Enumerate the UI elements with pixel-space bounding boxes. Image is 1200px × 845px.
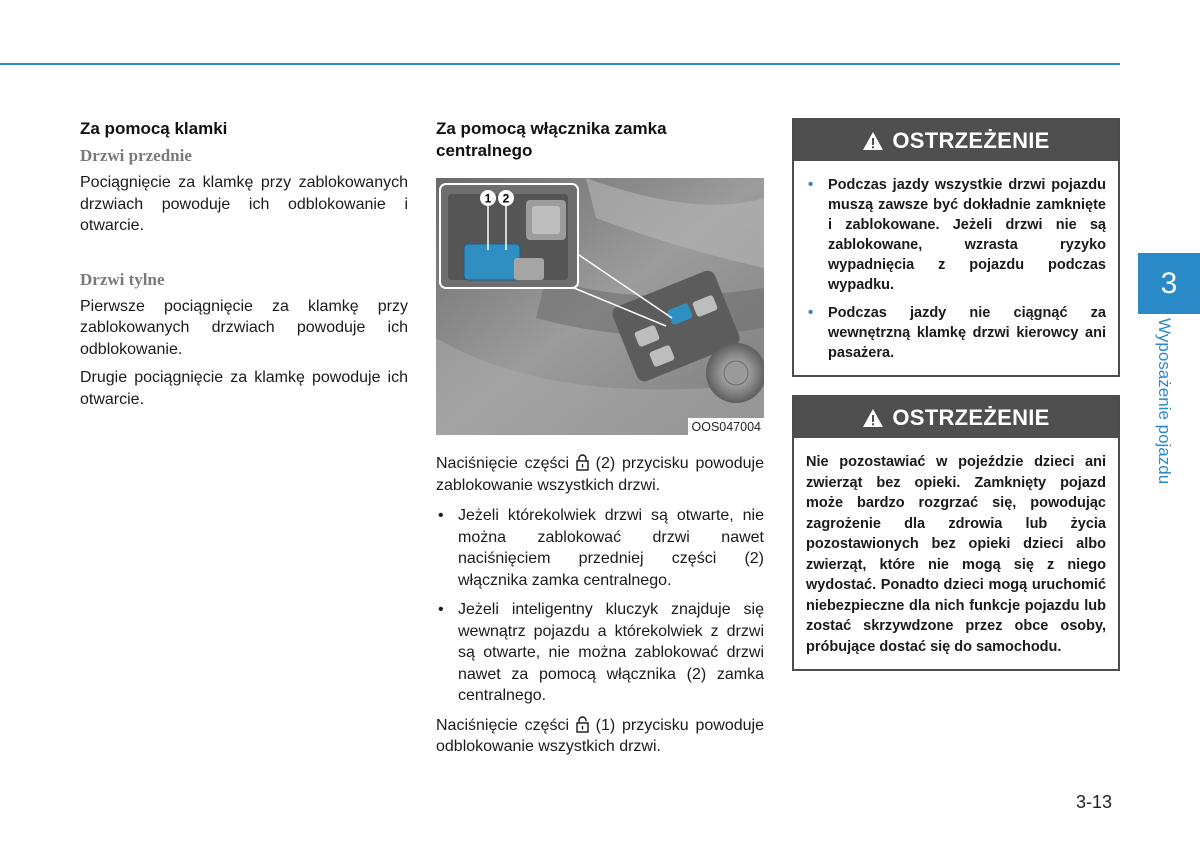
rear-door-subheading: Drzwi tylne — [80, 269, 165, 289]
bullet-dot: • — [438, 507, 444, 524]
front-door-text: Pociągnięcie za klamkę przy zablokowanych drzwiach powoduje ich odblokowanie i otwarcie. — [80, 174, 408, 234]
section-heading: Za pomocą klamki — [80, 119, 228, 138]
list-item-text: Podczas jazdy nie ciągnąć za wewnętrzną klamkę drzwi kierowcy ani pasażera. — [828, 305, 1106, 361]
warning-box-1 — [792, 118, 1120, 377]
warning-text: Nie pozostawiać w pojeździe dzieci ani zwierząt bez opieki. Zamknięty pojazd może bardzo rozgrzać się, powodując zagrożenie dla zdrowia lub życia pozostawionych bez opieki dzieci albo zwierząt, które nie mogą się z niego wydostać. Ponadto dzieci mogą uruchomić niebezpieczne dla nich funkcje pojazdu lub zostać skrzywdzone przez obce osoby, próbujące dostać się do samochodu. — [806, 454, 1106, 655]
warning-body — [794, 438, 1118, 669]
middle-column — [436, 118, 764, 758]
warning-title: OSTRZEŻENIE — [892, 404, 1050, 430]
list-item — [806, 175, 1106, 295]
unlock-instruction — [436, 715, 764, 758]
bullet-dot: • — [808, 176, 814, 193]
lock-instruction-post: (2) przycisku powoduje zablokowanie wszystkich drzwi. — [436, 455, 764, 494]
section-heading: Za pomocą włącznika zamka centralnego — [436, 119, 667, 160]
front-door-subheading: Drzwi przednie — [80, 146, 192, 165]
list-item-text: Jeżeli inteligentny kluczyk znajduje się wewnątrz pojazdu a którekolwiek z drzwi są otwarte, nie można zablokować drzwi nawet za pomocą włącznika (2) zamka centralnego. — [458, 601, 764, 704]
left-column — [80, 118, 408, 410]
warning-body — [794, 161, 1118, 375]
right-column — [792, 118, 1120, 671]
warning-header — [794, 397, 1118, 438]
chapter-label — [1154, 318, 1178, 498]
lock-notes-list — [436, 505, 764, 707]
rear-door-text-1: Pierwsze pociągnięcie za klamkę przy zablokowanych drzwiach powoduje ich odblokowanie. — [80, 297, 408, 358]
list-item — [436, 505, 764, 591]
chapter-label-text: Wyposażenie pojazdu — [1155, 318, 1174, 485]
warning-box-2 — [792, 395, 1120, 671]
warning-list — [806, 175, 1106, 363]
list-item — [806, 303, 1106, 363]
lock-instruction-pre: Naciśnięcie części — [436, 455, 570, 472]
warning-triangle-icon — [862, 131, 884, 151]
lock-closed-icon — [576, 454, 589, 471]
top-rule — [0, 63, 1120, 65]
warning-header — [794, 120, 1118, 161]
door-panel-illustration — [436, 178, 764, 435]
chapter-tab: 3 — [1138, 253, 1200, 314]
callout-1-label: 1 — [484, 191, 492, 206]
figure-code: OOS047004 — [688, 418, 765, 435]
lock-open-icon — [576, 716, 589, 733]
warning-triangle-icon — [862, 408, 884, 428]
list-item-text: Jeżeli którekolwiek drzwi są otwarte, nie można zablokować drzwi nawet naciśnięciem przedniej części (2) włącznika zamka centralnego. — [458, 507, 764, 589]
unlock-instruction-post: (1) przycisku powoduje odblokowanie wszystkich drzwi. — [436, 716, 764, 755]
list-item — [436, 599, 764, 707]
warning-title: OSTRZEŻENIE — [892, 127, 1050, 153]
list-item-text: Podczas jazdy wszystkie drzwi pojazdu muszą zawsze być dokładnie zamknięte i zablokowane. Jeżeli drzwi nie są zablokowane, wzrasta ryzyko wypadnięcia z pojazdu podczas wypadku. — [828, 177, 1106, 293]
bullet-dot: • — [438, 601, 444, 618]
rear-door-text-2: Drugie pociągnięcie za klamkę powoduje ich otwarcie. — [80, 369, 408, 408]
bullet-dot: • — [808, 304, 814, 321]
callout-2-label: 2 — [502, 191, 510, 206]
page-number: 3-13 — [1076, 792, 1113, 812]
door-switch-figure — [436, 178, 764, 435]
unlock-instruction-pre: Naciśnięcie części — [436, 716, 570, 734]
lock-instruction — [436, 453, 764, 496]
